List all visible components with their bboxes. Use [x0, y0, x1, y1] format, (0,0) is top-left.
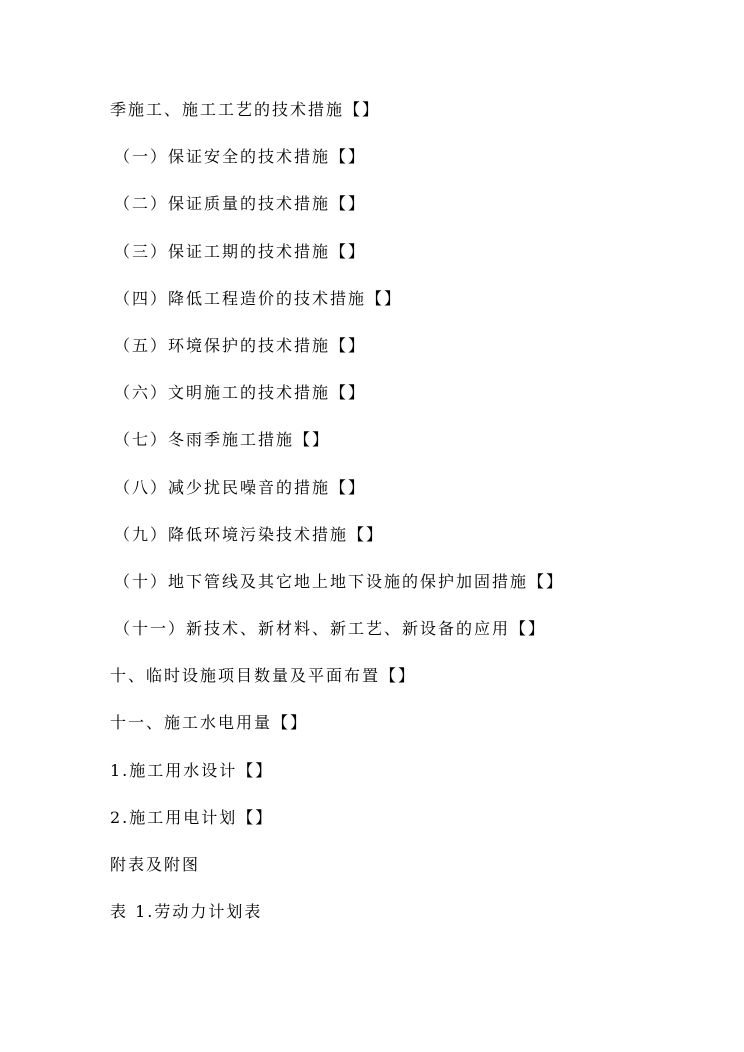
toc-entry: 1.施工用水设计【】	[110, 760, 274, 780]
toc-entry: （十一）新技术、新材料、新工艺、新设备的应用【】	[114, 619, 547, 639]
toc-entry: （四）降低工程造价的技术措施【】	[114, 288, 403, 308]
toc-entry: 2.施工用电计划【】	[110, 807, 274, 827]
toc-entry: 十、临时设施项目数量及平面布置【】	[110, 666, 417, 686]
toc-entry: （三）保证工期的技术措施【】	[114, 241, 367, 261]
toc-entry: 表 1.劳动力计划表	[110, 902, 263, 922]
toc-entry: （八）减少扰民噪音的措施【】	[114, 477, 367, 497]
toc-entry: （九）降低环境污染技术措施【】	[114, 524, 385, 544]
toc-entry: （十）地下管线及其它地上地下设施的保护加固措施【】	[114, 571, 565, 591]
toc-entry: 季施工、施工工艺的技术措施【】	[110, 100, 381, 119]
table-of-contents	[110, 97, 710, 946]
toc-entry: （二）保证质量的技术措施【】	[114, 194, 367, 214]
toc-entry: （七）冬雨季施工措施【】	[114, 430, 331, 450]
toc-entry: （六）文明施工的技术措施【】	[114, 383, 367, 403]
toc-entry: （五）环境保护的技术措施【】	[114, 335, 367, 355]
toc-entry: 附表及附图	[110, 855, 201, 874]
toc-entry: 十一、施工水电用量【】	[110, 713, 309, 733]
toc-entry: （一）保证安全的技术措施【】	[114, 147, 367, 167]
